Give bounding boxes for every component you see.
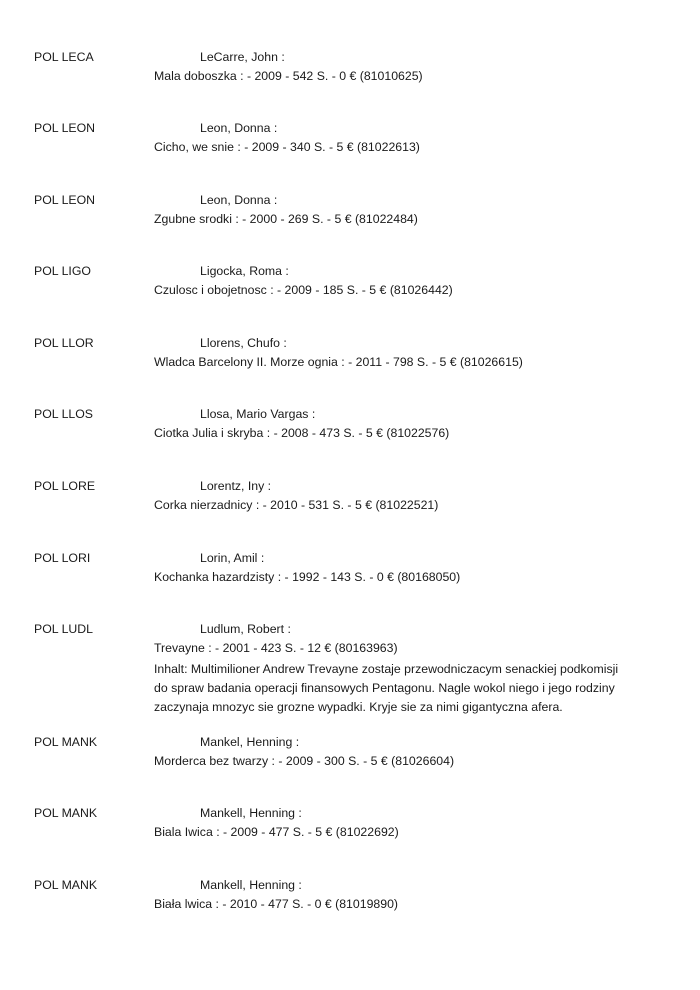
book-title-line: Czulosc i obojetnosc : - 2009 - 185 S. - 5 € (81026442) [154,283,453,297]
book-title-line: Morderca bez twarzy : - 2009 - 300 S. - 5 € (81026604) [154,754,455,768]
book-title-line: Biala Iwica : - 2009 - 477 S. - 5 € (81022692) [154,825,399,839]
book-description: Inhalt: Multimilioner Andrew Trevayne zostaje przewodniczacym senackiej podkomisji do spraw badania operacji finansowych Pentagonu. Nagle wokol niego i jego rodziny zaczynaja mnozyc sie grozne wypadki. Kryje sie za nimi gigantyczna afera. [154,662,619,714]
book-title-line: Trevayne : - 2001 - 423 S. - 12 € (80163963) [154,641,398,655]
author-name: Lorentz, Iny : [200,479,272,493]
book-title-line: Kochanka hazardzisty : - 1992 - 143 S. - 0 € (80168050) [154,570,461,584]
book-title-line: Ciotka Julia i skryba : - 2008 - 473 S. - 5 € (81022576) [154,426,450,440]
author-name: Mankel, Henning : [200,735,300,749]
book-title-line: Biała lwica : - 2010 - 477 S. - 0 € (81019890) [154,897,399,911]
author-name: LeCarre, John : [200,50,285,64]
book-title-line: Wladca Barcelony II. Morze ognia : - 2011 - 798 S. - 5 € (81026615) [154,355,523,369]
shelf-signature: POL MANK [34,878,98,892]
author-name: Llorens, Chufo : [200,336,287,350]
shelf-signature: POL LEON [34,193,96,207]
shelf-signature: POL LIGO [34,264,91,278]
shelf-signature: POL LEON [34,121,96,135]
shelf-signature: POL LORE [34,479,96,493]
shelf-signature: POL LUDL [34,622,94,636]
shelf-signature: POL LECA [34,50,94,64]
author-name: Ludlum, Robert : [200,622,291,636]
shelf-signature: POL MANK [34,735,98,749]
author-name: Mankell, Henning : [200,806,302,820]
shelf-signature: POL MANK [34,806,98,820]
book-title-line: Zgubne srodki : - 2000 - 269 S. - 5 € (81022484) [154,212,418,226]
book-title-line: Cicho, we snie : - 2009 - 340 S. - 5 € (81022613) [154,140,420,154]
book-title-line: Mala doboszka : - 2009 - 542 S. - 0 € (81010625) [154,69,423,83]
author-name: Leon, Donna : [200,121,278,135]
book-title-line: Corka nierzadnicy : - 2010 - 531 S. - 5 € (81022521) [154,498,439,512]
author-name: Llosa, Mario Vargas : [200,407,316,421]
author-name: Leon, Donna : [200,193,278,207]
shelf-signature: POL LLOR [34,336,94,350]
shelf-signature: POL LLOS [34,407,94,421]
author-name: Mankell, Henning : [200,878,302,892]
author-name: Lorin, Amil : [200,551,265,565]
shelf-signature: POL LORI [34,551,91,565]
author-name: Ligocka, Roma : [200,264,289,278]
